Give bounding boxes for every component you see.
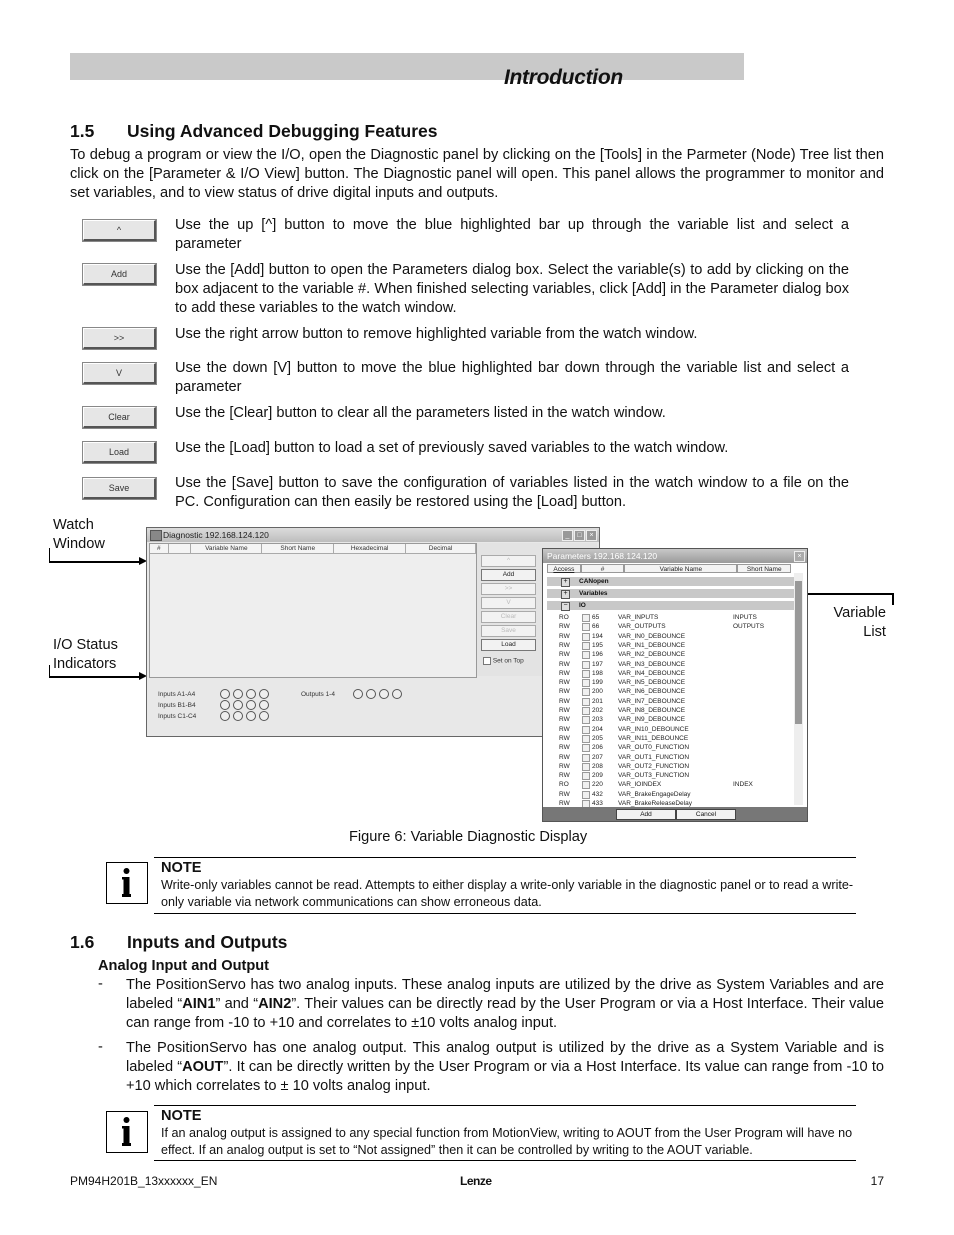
access-cell: RW [559,679,570,687]
down-button-illustration: V [83,363,156,384]
variable-name-cell: VAR_IOINDEX [618,781,662,789]
bullet-dash: - [98,1039,103,1055]
callout-arrow-stem [49,548,50,562]
col-hexadecimal[interactable]: Hexadecimal [334,544,406,553]
led-indicator [366,689,376,699]
access-cell: RW [559,734,570,742]
bullet-dash: - [98,976,103,992]
led-indicator [246,700,256,710]
note-text: If an analog output is assigned to any special function from MotionView, writing to AOUT from the User Program will have no effect. If an analog output is set to “Not assigned” then it can be controlled by writing to the AOUT variable. [161,1126,853,1157]
inputs-b-label: Inputs B1-B4 [158,701,196,709]
select-checkbox[interactable] [582,791,590,799]
note-rule-top [154,1105,856,1106]
parameters-title: Parameters 192.168.124.120 [547,551,658,561]
remove-button-illustration: >> [83,328,156,349]
group-label: CANopen [579,578,609,585]
collapse-icon[interactable]: − [561,602,570,611]
col-variable-name[interactable]: Variable Name [191,544,262,553]
number-cell: 203 [592,716,603,724]
number-cell: 220 [592,781,603,789]
inputs-b-row [158,700,272,710]
led-indicator [220,700,230,710]
short-name-cell: INPUTS [733,614,757,621]
note-rule-top [154,857,856,858]
led-indicator [353,689,363,699]
parameter-row[interactable] [547,687,797,696]
select-checkbox[interactable] [582,633,590,641]
number-cell: 199 [592,679,603,687]
callout-line: List [863,624,886,640]
callout-line: Window [53,536,105,552]
select-checkbox[interactable] [582,781,590,789]
parameter-row[interactable] [547,622,797,631]
select-checkbox[interactable] [582,623,590,631]
number-cell: 198 [592,669,603,677]
note-title: NOTE [161,1108,202,1124]
figure-caption: Figure 6: Variable Diagnostic Display [349,829,588,845]
variable-name-cell: VAR_IN2_DEBOUNCE [618,651,686,659]
clear-button[interactable]: Clear [481,611,536,623]
number-cell: 194 [592,632,603,640]
save-button-description: Use the [Save] button to save the configuration of variables listed in the watch window to a file on the PC. Configuration can then easily be restored using the [Load] button. [175,475,849,510]
parameter-row[interactable] [547,706,797,715]
access-cell: RW [559,744,570,752]
col-variable-name[interactable]: Variable Name [624,564,737,573]
number-cell: 432 [592,790,603,798]
parameters-titlebar[interactable] [543,549,807,563]
load-button-illustration: Load [83,442,156,463]
parameter-row[interactable] [547,780,797,789]
number-cell: 205 [592,734,603,742]
clear-button-illustration: Clear [83,407,156,428]
led-indicator [259,711,269,721]
callout-line: I/O Status [53,637,118,653]
variable-name-cell: VAR_INPUTS [618,614,659,621]
bullet-paragraph [126,976,884,1033]
access-cell: RW [559,632,570,640]
parameters-footer [543,807,807,821]
access-cell: RW [559,641,570,649]
variable-name-cell: VAR_IN6_DEBOUNCE [618,688,686,696]
bullet-paragraph [126,1039,884,1096]
text-run: The PositionServo has one analog output. This analog output is utilized by the drive as a System Variable and is labeled “ [126,1040,884,1075]
col-access[interactable]: Access [547,564,581,573]
access-cell: RW [559,790,570,798]
text-run: ” and “ [215,996,259,1012]
select-checkbox[interactable] [582,642,590,650]
up-button[interactable]: ^ [481,555,536,567]
cancel-button[interactable]: Cancel [676,809,736,820]
led-indicator [246,711,256,721]
section-intro-paragraph: To debug a program or view the I/O, open the Diagnostic panel by clicking on the [Tools] in the Parmeter (Node) Tree list then click on the [Parameter & I/O View] button. The Diagnostic panel will open. This panel allows the programmer to monitor and set variables, and to view status of drive digital inputs and outputs. [70,147,884,201]
close-icon[interactable]: × [586,530,597,541]
remove-button-description: Use the right arrow button to remove highlighted variable from the watch window. [175,326,698,342]
variable-name-cell: VAR_IN5_DEBOUNCE [618,679,686,687]
info-i-glyph [122,868,131,898]
select-checkbox[interactable] [582,661,590,669]
led-indicator [392,689,402,699]
parameters-dialog [542,548,808,822]
footer-brand: Lenze [460,1174,492,1188]
info-i-glyph [122,1117,131,1147]
callout-line: Indicators [53,656,117,672]
add-button[interactable]: Add [616,809,676,820]
col-number[interactable]: # [150,544,169,553]
section-number: 1.6 [70,932,95,952]
led-indicator [233,711,243,721]
group-variables[interactable] [547,589,797,598]
access-cell: RW [559,772,570,780]
section-heading-1-6 [70,932,287,953]
led-indicator [246,689,256,699]
down-button-description: Use the down [V] button to move the blue highlighted bar down through the variable list and select a parameter [175,360,849,395]
variable-name-cell: VAR_IN4_DEBOUNCE [618,669,686,677]
access-cell: RO [559,614,569,621]
parameter-row[interactable] [547,790,797,799]
access-cell: RW [559,725,570,733]
short-name-cell: INDEX [733,781,753,789]
set-on-top-checkbox[interactable] [483,657,524,665]
inputs-c-label: Inputs C1-C4 [158,712,197,720]
select-checkbox[interactable] [582,744,590,752]
number-cell: 66 [592,623,600,631]
parameter-row[interactable] [547,743,797,752]
page-header-title: Introduction [504,66,623,89]
variable-name-cell: VAR_OUTPUTS [618,623,666,631]
led-indicator [220,711,230,721]
note-text: Write-only variables cannot be read. Attempts to either display a write-only variable in the diagnostic panel or to read a write-only variable via network communications can show erroneous data. [161,878,854,909]
minimize-icon[interactable]: _ [562,530,573,541]
text-run: ”. Their values can be directly read by the User Program or via a Host Interface. Their value can range from -10 to +10 and correlates to ±10 volts analog input. [126,996,885,1031]
note-rule-bottom [154,1160,856,1161]
variable-name-cell: VAR_OUT0_FUNCTION [618,744,690,752]
access-cell: RW [559,707,570,714]
led-indicator [259,689,269,699]
variable-name-cell: VAR_IN8_DEBOUNCE [618,707,686,714]
parameter-row[interactable] [547,613,797,622]
variable-name-cell: VAR_IN0_DEBOUNCE [618,632,686,640]
variable-name-cell: VAR_IN11_DEBOUNCE [618,734,689,742]
app-icon [150,530,162,541]
select-checkbox[interactable] [582,688,590,696]
note-title: NOTE [161,860,202,876]
select-checkbox[interactable] [582,670,590,678]
diagnostic-titlebar[interactable] [147,528,599,542]
number-cell: 209 [592,772,603,780]
variable-name-cell: VAR_IN7_DEBOUNCE [618,697,686,705]
variable-name-cell: VAR_OUT1_FUNCTION [618,753,690,761]
number-cell: 207 [592,753,603,761]
text-run: ”. It can be directly written by the User Program or via a Host Interface. Its value can range from -10 to +10 which correlates to ± 10 volts analog input. [126,1059,885,1094]
callout-arrow-line [49,561,141,563]
parameter-row[interactable] [547,650,797,659]
variable-name-cell: VAR_IN9_DEBOUNCE [618,716,686,724]
callout-arrow-line [49,676,141,678]
number-cell: 208 [592,762,603,770]
parameter-row[interactable] [547,632,797,641]
short-name-cell: OUTPUTS [733,623,765,631]
callout-line: Watch [53,517,94,533]
group-canopen[interactable] [547,577,797,586]
inputs-a-label: Inputs A1-A4 [158,690,196,698]
group-io[interactable] [547,601,797,610]
inputs-a-row [158,689,272,699]
variable-name-cell: VAR_IN10_DEBOUNCE [618,725,689,733]
section-title: Using Advanced Debugging Features [127,121,438,141]
parameter-row[interactable] [547,641,797,650]
load-button[interactable]: Load [481,639,536,651]
callout-variable-list [820,604,886,642]
load-button-description: Use the [Load] button to load a set of previously saved variables to the watch window. [175,440,729,456]
section-title: Inputs and Outputs [127,932,288,952]
outputs-label: Outputs 1-4 [301,690,335,698]
led-indicator [233,700,243,710]
text-run: The PositionServo has two analog inputs. These analog inputs are utilized by the drive as System Variables and are labeled “ [126,977,884,1012]
parameter-row[interactable] [547,771,797,780]
select-checkbox[interactable] [582,754,590,762]
clear-button-description: Use the [Clear] button to clear all the parameters listed in the watch window. [175,405,666,421]
access-cell: RW [559,716,570,724]
group-label: Variables [579,590,608,597]
col-short-name[interactable]: Short Name [262,544,334,553]
bold-term: AIN2 [258,996,292,1012]
number-cell: 197 [592,660,603,668]
select-checkbox[interactable] [582,763,590,771]
variable-name-cell: VAR_OUT2_FUNCTION [618,762,690,770]
led-indicator [233,689,243,699]
section-number: 1.5 [70,121,95,141]
io-status-indicators [149,680,595,732]
parameter-row[interactable] [547,669,797,678]
inputs-c-row [158,711,272,721]
add-button[interactable]: Add [481,569,536,581]
callout-io-status [53,636,118,674]
watch-grid-header [150,544,476,554]
expand-icon[interactable]: + [561,590,570,599]
select-checkbox[interactable] [582,679,590,687]
checkbox-icon[interactable] [483,657,491,665]
parameters-header [547,564,791,573]
access-cell: RW [559,762,570,770]
callout-watch-window [53,516,105,554]
subheading: Analog Input and Output [98,958,270,974]
add-button-illustration: Add [83,264,156,285]
down-button[interactable]: V [481,597,536,609]
number-cell: 206 [592,744,603,752]
parameter-row[interactable] [547,753,797,762]
add-button-description: Use the [Add] button to open the Parameters dialog box. Select the variable(s) to add by clicking on the box adjacent to the variable #. When finished selecting variables, click [Add] in the Parameter dialog box to add these variables to the watch window. [175,262,849,316]
scrollbar-thumb[interactable] [795,581,802,724]
access-cell: RO [559,781,569,789]
variable-name-cell: VAR_BrakeEngageDelay [618,790,691,798]
save-button-illustration: Save [83,478,156,499]
number-cell: 201 [592,697,603,705]
watch-window-grid[interactable] [149,543,477,678]
access-cell: RW [559,800,570,807]
parameter-row[interactable] [547,660,797,669]
parameter-row[interactable] [547,762,797,771]
access-cell: RW [559,669,570,677]
info-icon [106,1111,148,1153]
footer-doc-id: PM94H201B_13xxxxxx_EN [70,1174,218,1188]
up-button-description: Use the up [^] button to move the blue highlighted bar up through the variable list and select a parameter [175,217,849,252]
variable-name-cell: VAR_IN1_DEBOUNCE [618,641,686,649]
diagnostic-title: Diagnostic 192.168.124.120 [163,530,269,540]
up-button-illustration: ^ [83,220,156,241]
number-cell: 196 [592,651,603,659]
col-blank[interactable] [169,544,192,553]
number-cell: 195 [592,641,603,649]
header-bar [70,53,744,80]
number-cell: 433 [592,800,603,807]
expand-icon[interactable]: + [561,578,570,587]
select-checkbox[interactable] [582,726,590,734]
note-rule-bottom [154,913,856,914]
led-indicator [220,689,230,699]
col-number[interactable]: # [581,564,625,573]
parameter-row[interactable] [547,678,797,687]
footer-page-number: 17 [870,1174,884,1188]
parameter-row[interactable] [547,725,797,734]
callout-line: Variable [833,605,886,621]
access-cell: RW [559,651,570,659]
remove-button[interactable]: >> [481,583,536,595]
bold-term: AOUT [182,1059,224,1075]
group-label: IO [579,602,586,609]
number-cell: 200 [592,688,603,696]
select-checkbox[interactable] [582,735,590,743]
select-checkbox[interactable] [582,772,590,780]
select-checkbox[interactable] [582,614,590,622]
number-cell: 65 [592,614,600,621]
close-icon[interactable]: × [794,551,805,562]
variable-name-cell: VAR_BrakeReleaseDelay [618,800,692,807]
set-on-top-label: Set on Top [492,657,524,665]
diagnostic-window [146,527,600,737]
variable-name-cell: VAR_IN3_DEBOUNCE [618,660,686,668]
number-cell: 202 [592,707,603,714]
section-heading-1-5 [70,121,438,142]
maximize-icon[interactable]: □ [574,530,585,541]
access-cell: RW [559,623,570,631]
access-cell: RW [559,753,570,761]
select-checkbox[interactable] [582,707,590,715]
access-cell: RW [559,660,570,668]
number-cell: 204 [592,725,603,733]
access-cell: RW [559,688,570,696]
col-short-name[interactable]: Short Name [737,564,791,573]
bold-term: AIN1 [182,996,216,1012]
vertical-scrollbar[interactable] [794,573,803,805]
access-cell: RW [559,697,570,705]
variable-name-cell: VAR_OUT3_FUNCTION [618,772,690,780]
select-checkbox[interactable] [582,651,590,659]
parameter-row[interactable] [547,715,797,724]
parameter-row[interactable] [547,734,797,743]
callout-arrow-stem [892,593,894,605]
select-checkbox[interactable] [582,698,590,706]
select-checkbox[interactable] [582,716,590,724]
col-decimal[interactable]: Decimal [406,544,476,553]
led-indicator [379,689,389,699]
info-icon [106,862,148,904]
led-indicator [259,700,269,710]
outputs-row [301,689,405,699]
save-button[interactable]: Save [481,625,536,637]
parameter-row[interactable] [547,697,797,706]
